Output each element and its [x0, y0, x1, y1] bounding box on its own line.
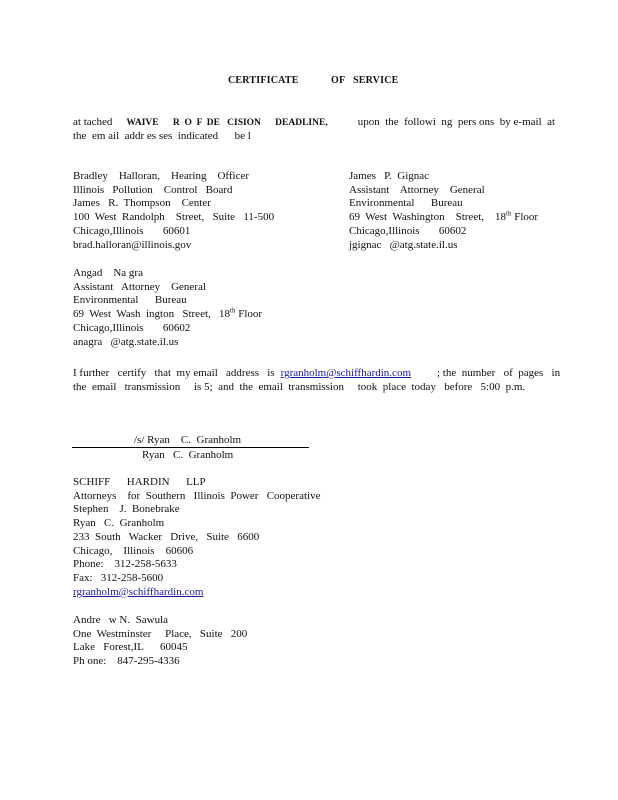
firm-line: Phone: 312-258-5633	[73, 558, 177, 571]
intro-line-2: the em ail addr es ses indicated be l	[73, 130, 251, 142]
certify-line-2: the email transmission is 5; and the email transmission took place today before 5:00 p.m.	[73, 381, 526, 393]
intro-end: upon the followi ng pers ons by e-mail at	[357, 116, 556, 128]
superscript: th	[230, 306, 236, 315]
email-link[interactable]: rgranholm@schiffhardin.com	[280, 367, 411, 379]
recipient-line: Angad Na gra	[73, 267, 143, 279]
recipient-line: Assistant Attorney General	[73, 280, 206, 293]
firm-line: Stephen J. Bonebrake	[73, 503, 180, 516]
attorney-line: Ph one: 847-295-4336	[73, 655, 180, 668]
recipient-halloran	[73, 170, 274, 252]
recipient-line: Illinois Pollution Control Board	[73, 183, 233, 196]
firm-line: SCHIFF HARDIN LLP	[73, 476, 206, 488]
recipient-line: Environmental Bureau	[349, 197, 463, 210]
intro-start: at tached	[73, 116, 113, 128]
recipient-line: Environmental Bureau	[73, 294, 187, 307]
page-title: CERTIFICATE OF SERVICE	[228, 75, 399, 86]
firm-line: Ryan C. Granholm	[73, 517, 165, 530]
firm-line: 233 South Wacker Drive, Suite 6600	[73, 530, 260, 543]
recipient-line: 100 West Randolph Street, Suite 11-500	[73, 211, 275, 224]
recipient-line: Bradley Halloran, Hearing Officer	[73, 170, 250, 182]
recipient-gignac	[349, 170, 538, 252]
recipient-line: 69 West Washington Street, 18th Floor	[349, 209, 539, 224]
attorney-line: One Westminster Place, Suite 200	[73, 627, 248, 640]
recipient-email: brad.halloran@illinois.gov	[73, 238, 192, 251]
signature-printed: Ryan C. Granholm	[142, 449, 234, 461]
certify-line-1: I further certify that my email address is rgranholm@schiffhardin.com ; the number of pages in	[73, 367, 561, 379]
superscript: th	[506, 209, 512, 218]
recipient-line: 69 West Wash ington Street, 18th Floor	[73, 306, 263, 321]
recipient-nagra	[73, 267, 262, 349]
recipient-line: Chicago,Illinois 60602	[349, 224, 467, 237]
firm-line: Attorneys for Southern Illinois Power Cooperative	[73, 489, 321, 502]
recipient-line: Assistant Attorney General	[349, 183, 485, 196]
firm-block	[73, 476, 320, 599]
attorney-line: Andre w N. Sawula	[73, 614, 169, 626]
signature-signed: /s/ Ryan C. Granholm	[134, 434, 242, 446]
recipient-line: James P. Gignac	[349, 170, 430, 182]
second-attorney-block	[73, 614, 247, 669]
recipient-email: jgignac @atg.state.il.us	[349, 238, 458, 251]
recipient-line: Chicago,Illinois 60601	[73, 224, 191, 237]
intro-line-1	[73, 116, 556, 131]
recipient-email: anagra @atg.state.il.us	[73, 335, 179, 348]
firm-email-link[interactable]: rgranholm@schiffhardin.com	[73, 585, 204, 598]
attorney-line: Lake Forest,IL 60045	[73, 641, 188, 654]
firm-line: Fax: 312-258-5600	[73, 571, 164, 584]
recipient-line: James R. Thompson Center	[73, 197, 211, 210]
firm-email-row	[73, 586, 320, 600]
signature-line	[72, 447, 309, 448]
firm-line: Chicago, Illinois 60606	[73, 544, 194, 557]
document-title-ref: WAIVE R O F DE CISION DEADLINE,	[126, 118, 328, 128]
recipient-line: Chicago,Illinois 60602	[73, 321, 191, 334]
